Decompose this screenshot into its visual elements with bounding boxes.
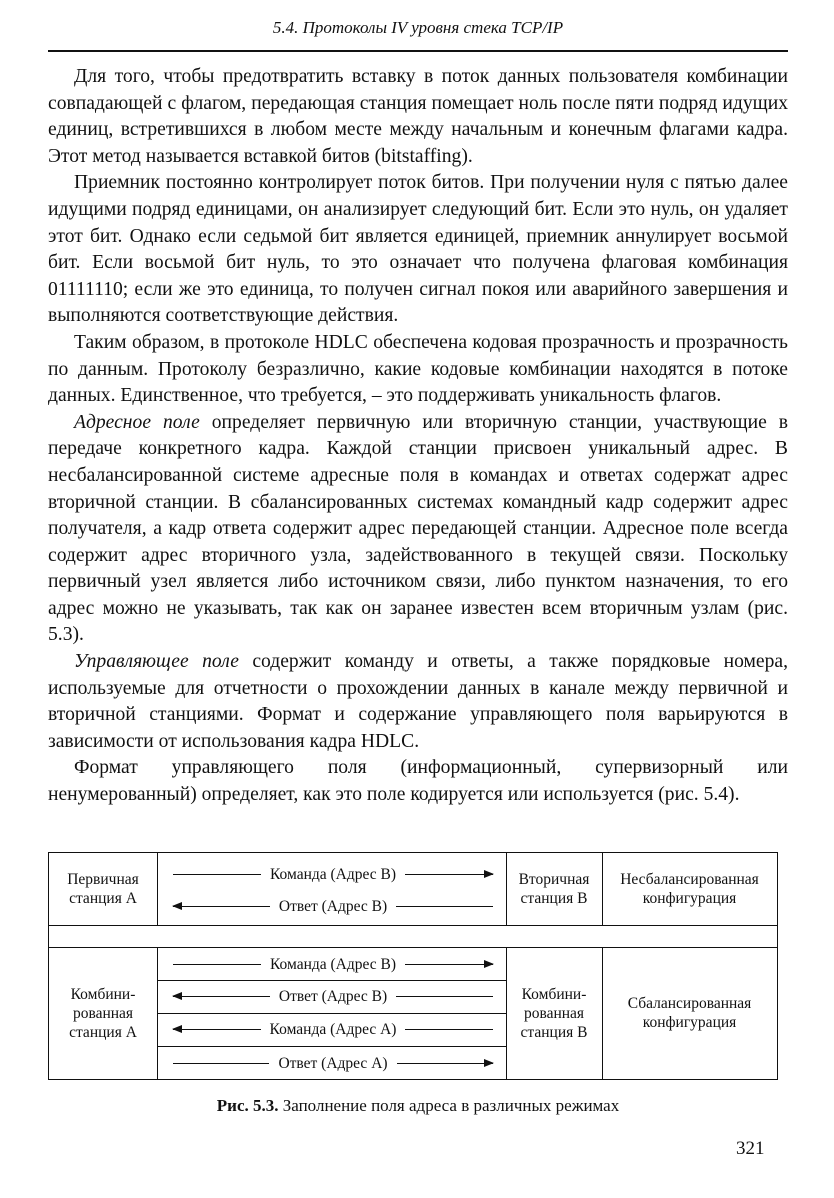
arrow-left-icon: [173, 906, 270, 907]
paragraph: [48, 64, 788, 170]
header-rule: [48, 50, 788, 52]
arrow-left-icon: [173, 1029, 261, 1030]
combined-station-b: Комбини-рованная станция В: [520, 985, 588, 1041]
page-number: 321: [736, 1138, 765, 1159]
arrow-right-icon: [405, 874, 493, 875]
arrow-row: [173, 1014, 493, 1044]
paragraph-text: Таким образом, в протоколе HDLC обеспечена кодовая прозрачность и прозрачность по данным. Протоколу безразлично, какие кодовые комбинации находятся в потоке данных. Единственное, что требуется, – это поддерживать уникальность флагов.: [48, 331, 788, 407]
paragraph: [48, 410, 788, 649]
paragraph: [48, 755, 788, 808]
arrow-row: [173, 891, 493, 921]
secondary-station-b: Вторичная станция В: [518, 871, 590, 907]
unbalanced-configuration: Несбалансированная конфигурация: [620, 871, 759, 907]
divider: [49, 925, 777, 926]
arrow-line: [405, 1029, 493, 1030]
divider: [157, 853, 158, 925]
balanced-configuration: Сбалансированная конфигурация: [627, 995, 752, 1031]
arrow-line: [173, 874, 261, 875]
caption-label: Рис. 5.3.: [216, 1096, 279, 1115]
arrow-line: [396, 906, 493, 907]
arrow-line: [173, 964, 261, 965]
body-text: [48, 64, 788, 809]
paragraph-text: Приемник постоянно контролирует поток битов. При получении нуля с пятью далее идущими подряд единицами, он анализирует следующий бит. Если это нуль, он удаляет этот бит. Однако если седьмой бит является единицей, приемник аннулирует восьмой бит. Если восьмой бит нуль, то это означает что получена флаговая комбинация 01111110; если же это единица, то получен сигнал покоя или аварийного завершения и выполняются соответствующие действия.: [48, 172, 788, 327]
arrow-label: Команда (Адрес А): [269, 1020, 397, 1038]
arrow-label: Ответ (Адрес В): [278, 897, 388, 915]
arrow-label: Ответ (Адрес В): [278, 987, 388, 1005]
figure-5-3: [48, 852, 778, 1080]
arrow-row: [173, 859, 493, 889]
arrow-row: [173, 981, 493, 1011]
arrow-row: [173, 1048, 493, 1078]
arrow-label: Ответ (Адрес А): [278, 1054, 388, 1072]
paragraph-text: Формат управляющего поля (информационный, супервизорный или ненумерованный) определяет, как это поле кодируется или используется (рис. 5.4).: [48, 757, 788, 806]
paragraph: [48, 170, 788, 330]
arrow-line: [396, 996, 493, 997]
running-header: 5.4. Протоколы IV уровня стека TCP/IP: [272, 18, 564, 37]
arrow-label: Команда (Адрес В): [269, 865, 397, 883]
paragraph-text: Для того, чтобы предотвратить вставку в поток данных пользователя комбинации совпадающей с флагом, передающая станция помещает ноль после пяти подряд идущих единиц, встретившихся в любом месте между начальным и конечным флагами кадра. Этот метод называется вставкой битов (bitstaffing).: [48, 66, 788, 167]
primary-station-a: Первичная станция А: [67, 871, 139, 907]
arrow-label: Команда (Адрес В): [269, 955, 397, 973]
paragraph: [48, 330, 788, 410]
term-address-field: Адресное поле: [74, 411, 200, 433]
arrow-row: [173, 949, 493, 979]
paragraph: [48, 649, 788, 755]
paragraph-text: содержит команду и ответы, а также порядковые номера, используемые для отчетности о прохождении данных в канале между первичной и вторичной станциями. Формат и содержание управляющего поля варьируются в зависимости от использования кадра HDLC.: [48, 651, 788, 752]
combined-station-a: Комбини-рованная станция А: [69, 985, 137, 1041]
arrow-right-icon: [397, 1063, 493, 1064]
caption-text: Заполнение поля адреса в различных режимах: [278, 1096, 620, 1115]
term-control-field: Управляющее поле: [74, 651, 239, 673]
paragraph-text: определяет первичную или вторичную станции, участвующие в передаче конкретного кадра. Каждой станции присвоен уникальный адрес. В несбалансированной системе адресные поля в командах и ответах содержат адрес вторичной станции. В сбалансированных системах командный кадр содержит адрес получателя, а кадр ответа содержит адрес передающей станции. Адресное поле всегда содержит адрес вторичного узла, задействованного в текущей связи. Поскольку первичный узел является либо источником связи, либо пунктом назначения, то его адрес можно не указывать, так как он заранее известен всем вторичным узлам (рис. 5.3).: [48, 411, 788, 646]
arrow-line: [173, 1063, 269, 1064]
arrow-right-icon: [405, 964, 493, 965]
arrow-left-icon: [173, 996, 270, 997]
divider: [157, 1046, 506, 1047]
figure-caption: [48, 1096, 788, 1116]
